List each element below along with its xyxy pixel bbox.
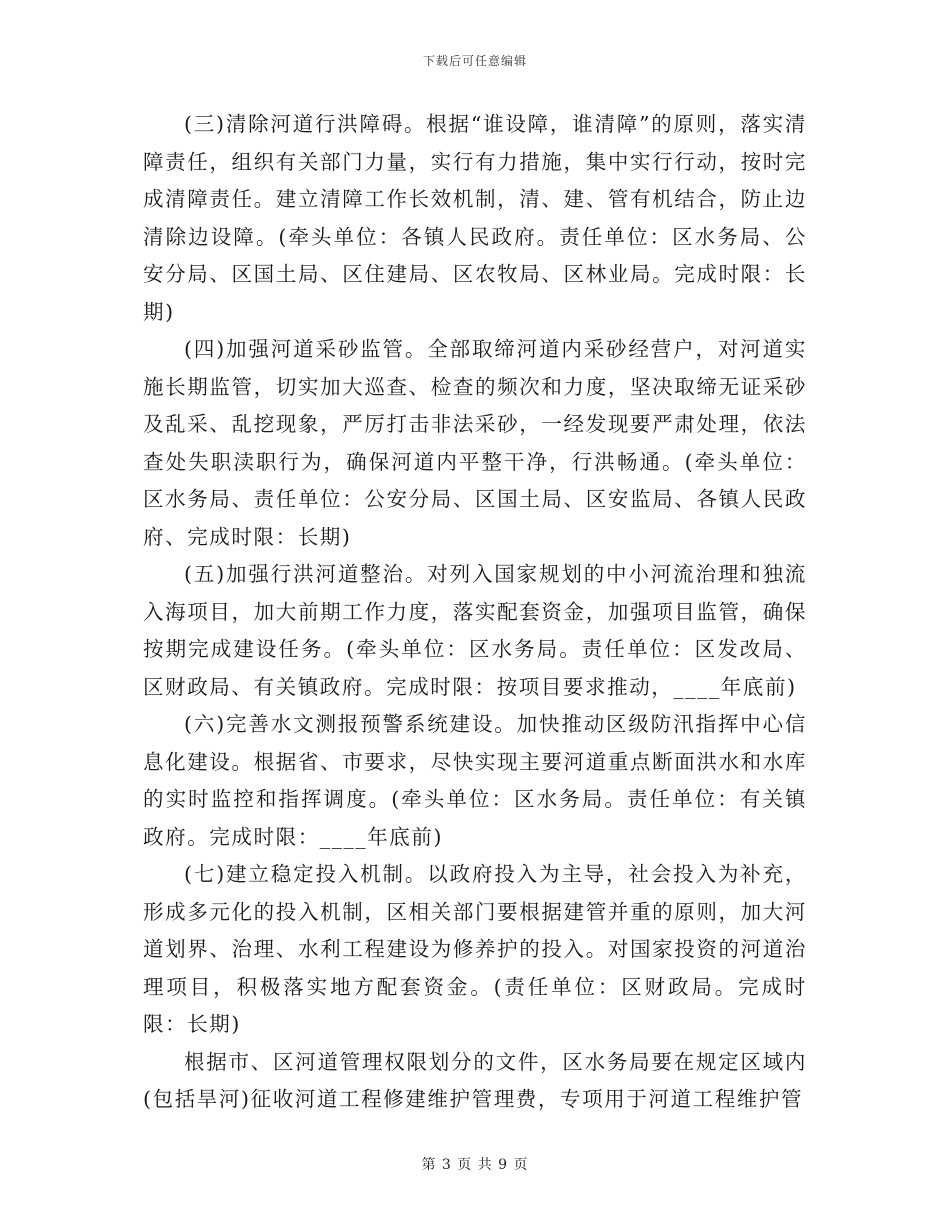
paragraph-clear-obstacles: (三)清除河道行洪障碍。根据“谁设障，谁清障”的原则，落实清障责任，组织有关部门力量，实行有力措施，集中实行行动，按时完成清障责任。建立清障工作长效机制，清、建、管有机结合，防止边清除边设障。(牵头单位：各镇人民政府。责任单位：区水务局、公安分局、区国土局、区住建局、区农牧局、区林业局。完成时限：长期)	[143, 112, 807, 324]
paragraph-maintenance-fee: 根据市、区河道管理权限划分的文件，区水务局要在规定区域内(包括旱河)征收河道工程修建维护管理费，专项用于河道工程维护管	[143, 1049, 807, 1111]
page-header: 下载后可任意编辑	[422, 54, 527, 68]
document-body	[143, 106, 807, 1119]
page-number: 第 3 页 共 9 页	[421, 1157, 529, 1173]
paragraph-sand-mining: (四)加强河道采砂监管。全部取缔河道内采砂经营户，对河道实施长期监管，切实加大巡查、检查的频次和力度，坚决取缔无证采砂及乱采、乱挖现象，严厉打击非法采砂，一经发现要严肃处理，依法查处失职渎职行为，确保河道内平整干净，行洪畅通。(牵头单位：区水务局、责任单位：公安分局、区国土局、区安监局、各镇人民政府、完成时限：长期)	[143, 337, 807, 549]
paragraph-river-renovation: (五)加强行洪河道整治。对列入国家规划的中小河流治理和独流入海项目，加大前期工作力度，落实配套资金，加强项目监管，确保按期完成建设任务。(牵头单位：区水务局。责任单位：区发改局、区财政局、有关镇政府。完成时限：按项目要求推动，____年底前)	[143, 562, 807, 699]
paragraph-hydrology-warning: (六)完善水文测报预警系统建设。加快推动区级防汛指挥中心信息化建设。根据省、市要求，尽快实现主要河道重点断面洪水和水库的实时监控和指挥调度。(牵头单位：区水务局。责任单位：有关镇政府。完成时限：____年底前)	[143, 712, 807, 849]
paragraph-investment-mechanism: (七)建立稳定投入机制。以政府投入为主导，社会投入为补充，形成多元化的投入机制，区相关部门要根据建管并重的原则，加大河道划界、治理、水利工程建设为修养护的投入。对国家投资的河道治理项目，积极落实地方配套资金。(责任单位：区财政局。完成时限：长期)	[143, 862, 807, 1036]
